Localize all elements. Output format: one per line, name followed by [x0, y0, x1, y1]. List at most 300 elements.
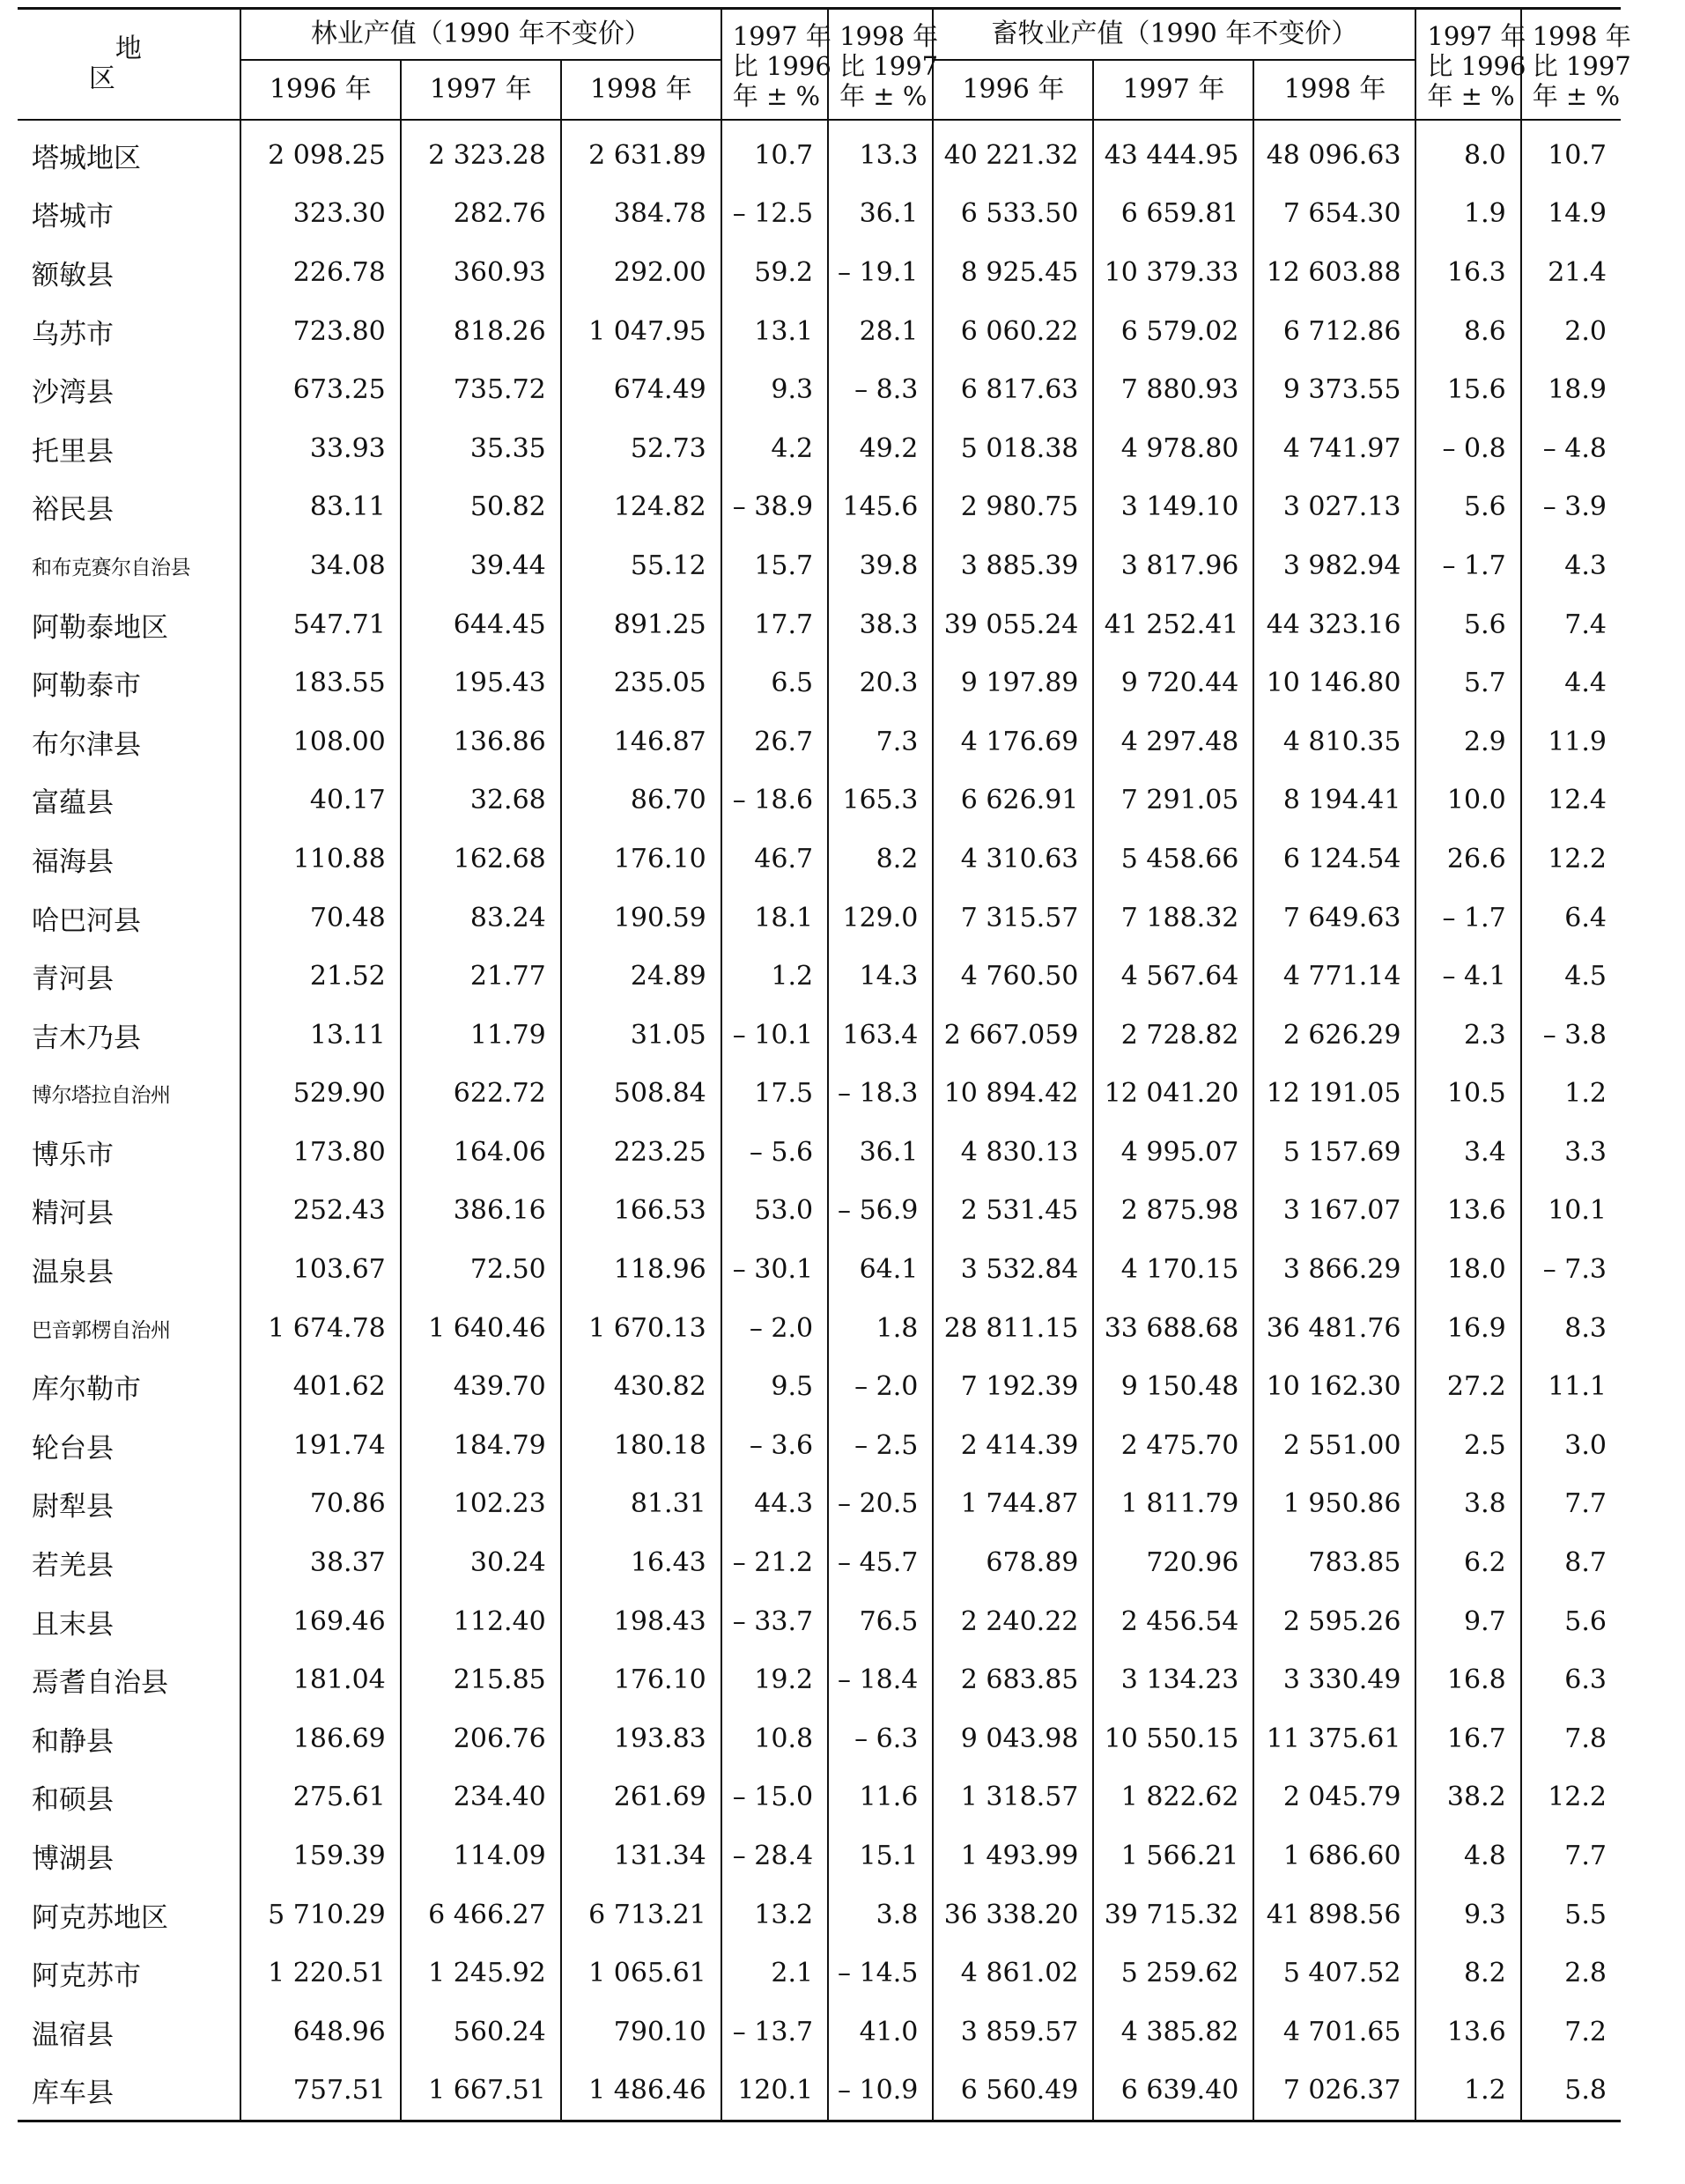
forestry-pct-1998-cell: 49.2 [828, 419, 933, 478]
forestry-1997-cell: 21.77 [401, 947, 561, 1006]
region-cell: 阿克苏地区 [32, 1901, 168, 1934]
forestry-pct-1997-cell: – 30.1 [721, 1240, 828, 1299]
livestock-pct-1997-cell: 5.6 [1415, 478, 1520, 537]
livestock-1996-cell: 2 414.39 [933, 1416, 1093, 1475]
table-row [18, 1006, 1621, 1065]
forestry-1998-cell: 430.82 [561, 1357, 721, 1416]
livestock-pct-1997-cell: 15.6 [1415, 360, 1520, 419]
livestock-pct-1997-cell: 13.6 [1415, 2003, 1520, 2062]
livestock-1998-cell: 7 649.63 [1253, 889, 1415, 948]
forestry-pct-1997-cell: 6.5 [721, 653, 828, 712]
livestock-1997-cell: 7 188.32 [1093, 889, 1253, 948]
forestry-1997-cell: 184.79 [401, 1416, 561, 1475]
forestry-1998-cell: 198.43 [561, 1592, 721, 1651]
region-cell: 富蕴县 [32, 787, 114, 820]
forestry-1996-cell: 191.74 [240, 1416, 401, 1475]
livestock-1996-cell: 28 811.15 [933, 1299, 1093, 1358]
livestock-1996-cell: 678.89 [933, 1533, 1093, 1592]
forestry-1996-cell: 757.51 [240, 2062, 401, 2121]
livestock-pct-1997-cell: 3.4 [1415, 1123, 1520, 1182]
pct-line: 年 ± % [1427, 81, 1515, 111]
livestock-1997-header: 1997 年 [1093, 60, 1253, 120]
forestry-1997-cell: 164.06 [401, 1123, 561, 1182]
livestock-1997-cell: 5 259.62 [1093, 1944, 1253, 2003]
forestry-pct-1997-cell: 2.1 [721, 1944, 828, 2003]
forestry-1998-cell: 55.12 [561, 536, 721, 595]
livestock-1998-cell: 3 330.49 [1253, 1650, 1415, 1709]
forestry-pct-1997-cell: 26.7 [721, 712, 828, 771]
forestry-1998-cell: 508.84 [561, 1065, 721, 1124]
livestock-pct-1998-cell: 11.9 [1521, 712, 1621, 771]
table-row [18, 302, 1621, 361]
forestry-1997-cell: 1 640.46 [401, 1299, 561, 1358]
livestock-pct-1998-cell: 12.4 [1521, 771, 1621, 830]
livestock-1998-cell: 7 654.30 [1253, 185, 1415, 244]
region-cell: 和静县 [32, 1725, 114, 1758]
table-row [18, 536, 1621, 595]
livestock-pct-1997-cell: 2.5 [1415, 1416, 1520, 1475]
forestry-pct-1997-cell: 120.1 [721, 2062, 828, 2121]
forestry-pct-1997-cell: 18.1 [721, 889, 828, 948]
table-row [18, 243, 1621, 302]
table-row [18, 478, 1621, 537]
forestry-1996-cell: 1 220.51 [240, 1944, 401, 2003]
forestry-1997-cell: 39.44 [401, 536, 561, 595]
livestock-1996-cell: 1 318.57 [933, 1768, 1093, 1827]
livestock-pct-1998-cell: 5.5 [1521, 1885, 1621, 1944]
region-cell: 阿勒泰地区 [32, 611, 168, 644]
forestry-pct-1998-cell: 36.1 [828, 1123, 933, 1182]
forestry-pct-1998-cell: – 18.3 [828, 1065, 933, 1124]
livestock-1998-cell: 10 146.80 [1253, 653, 1415, 712]
forestry-pct-1998-cell: 76.5 [828, 1592, 933, 1651]
livestock-1996-cell: 9 197.89 [933, 653, 1093, 712]
livestock-pct-1998-header [1521, 9, 1631, 121]
forestry-1997-cell: 1 667.51 [401, 2062, 561, 2121]
table-row [18, 1182, 1621, 1241]
forestry-pct-1997-cell: 4.2 [721, 419, 828, 478]
forestry-pct-1998-cell: 7.3 [828, 712, 933, 771]
livestock-pct-1997-cell: 9.3 [1415, 1885, 1520, 1944]
forestry-1997-cell: 114.09 [401, 1826, 561, 1885]
forestry-pct-1998-cell: 13.3 [828, 120, 933, 185]
livestock-1997-cell: 10 379.33 [1093, 243, 1253, 302]
livestock-1996-cell: 7 192.39 [933, 1357, 1093, 1416]
forestry-pct-1998-cell: 15.1 [828, 1826, 933, 1885]
livestock-pct-1998-cell: 7.8 [1521, 1709, 1621, 1768]
forestry-1998-cell: 193.83 [561, 1709, 721, 1768]
livestock-1997-cell: 4 297.48 [1093, 712, 1253, 771]
livestock-pct-1998-cell: 8.3 [1521, 1299, 1621, 1358]
livestock-pct-1998-cell: 1.2 [1521, 1065, 1621, 1124]
forestry-pct-1997-cell: 15.7 [721, 536, 828, 595]
livestock-1998-cell: 783.85 [1253, 1533, 1415, 1592]
livestock-pct-1997-cell: 8.0 [1415, 120, 1520, 185]
forestry-pct-1997-cell: 10.7 [721, 120, 828, 185]
table-row [18, 712, 1621, 771]
table-header [18, 9, 1631, 121]
forestry-pct-1997-cell: – 12.5 [721, 185, 828, 244]
forestry-1997-cell: 102.23 [401, 1475, 561, 1534]
forestry-pct-1998-cell: – 10.9 [828, 2062, 933, 2121]
livestock-1997-cell: 6 579.02 [1093, 302, 1253, 361]
livestock-1997-cell: 4 170.15 [1093, 1240, 1253, 1299]
livestock-1996-cell: 6 533.50 [933, 185, 1093, 244]
forestry-1997-cell: 50.82 [401, 478, 561, 537]
forestry-1997-cell: 30.24 [401, 1533, 561, 1592]
livestock-pct-1998-cell: 8.7 [1521, 1533, 1621, 1592]
livestock-pct-1997-cell: 13.6 [1415, 1182, 1520, 1241]
livestock-1998-cell: 7 026.37 [1253, 2062, 1415, 2121]
livestock-pct-1998-cell: 18.9 [1521, 360, 1621, 419]
pct-line: 比 1997 [839, 51, 939, 81]
region-cell: 焉耆自治县 [32, 1667, 168, 1700]
livestock-pct-1997-cell: 27.2 [1415, 1357, 1520, 1416]
forestry-pct-1998-cell: 3.8 [828, 1885, 933, 1944]
forestry-1997-cell: 2 323.28 [401, 120, 561, 185]
livestock-pct-1998-cell: 6.4 [1521, 889, 1621, 948]
livestock-pct-1997-cell: 8.6 [1415, 302, 1520, 361]
livestock-pct-1998-cell: 3.0 [1521, 1416, 1621, 1475]
livestock-pct-1998-cell: 7.2 [1521, 2003, 1621, 2062]
livestock-1998-cell: 44 323.16 [1253, 595, 1415, 654]
livestock-pct-1998-cell: 12.2 [1521, 830, 1621, 889]
livestock-pct-1997-cell: 5.7 [1415, 653, 1520, 712]
livestock-1996-cell: 3 859.57 [933, 2003, 1093, 2062]
forestry-pct-1997-cell: 19.2 [721, 1650, 828, 1709]
livestock-1997-cell: 720.96 [1093, 1533, 1253, 1592]
forestry-1998-cell: 384.78 [561, 185, 721, 244]
livestock-pct-1998-cell: 7.7 [1521, 1475, 1621, 1534]
forestry-1998-cell: 261.69 [561, 1768, 721, 1827]
forestry-1996-cell: 186.69 [240, 1709, 401, 1768]
forestry-1996-cell: 70.86 [240, 1475, 401, 1534]
livestock-1996-cell: 3 532.84 [933, 1240, 1093, 1299]
pct-line: 1997 年 [1427, 21, 1526, 51]
region-cell: 若羌县 [32, 1550, 114, 1583]
livestock-1997-cell: 4 385.82 [1093, 2003, 1253, 2062]
pct-line: 比 1997 [1532, 51, 1631, 81]
forestry-pct-1998-cell: – 18.4 [828, 1650, 933, 1709]
forestry-1996-cell: 5 710.29 [240, 1885, 401, 1944]
forestry-pct-1997-cell: 13.1 [721, 302, 828, 361]
livestock-pct-1998-cell: 5.6 [1521, 1592, 1621, 1651]
forestry-pct-1998-cell: 64.1 [828, 1240, 933, 1299]
livestock-1996-cell: 40 221.32 [933, 120, 1093, 185]
forestry-1996-cell: 181.04 [240, 1650, 401, 1709]
pct-line: 年 ± % [839, 81, 927, 111]
forestry-1997-cell: 360.93 [401, 243, 561, 302]
livestock-1996-cell: 2 683.85 [933, 1650, 1093, 1709]
livestock-pct-1997-cell: – 1.7 [1415, 536, 1520, 595]
livestock-1997-cell: 43 444.95 [1093, 120, 1253, 185]
table-row [18, 830, 1621, 889]
livestock-1997-cell: 10 550.15 [1093, 1709, 1253, 1768]
livestock-1996-cell: 36 338.20 [933, 1885, 1093, 1944]
table-row [18, 185, 1621, 244]
forestry-1997-cell: 72.50 [401, 1240, 561, 1299]
region-cell: 博湖县 [32, 1843, 114, 1876]
livestock-1996-cell: 8 925.45 [933, 243, 1093, 302]
forestry-1998-cell: 292.00 [561, 243, 721, 302]
livestock-pct-1997-cell: 10.5 [1415, 1065, 1520, 1124]
forestry-1998-cell: 223.25 [561, 1123, 721, 1182]
forestry-pct-1998-cell: – 45.7 [828, 1533, 933, 1592]
livestock-1997-cell: 3 149.10 [1093, 478, 1253, 537]
livestock-1997-cell: 2 728.82 [1093, 1006, 1253, 1065]
livestock-pct-1998-cell: 10.1 [1521, 1182, 1621, 1241]
table-row [18, 1533, 1621, 1592]
region-cell: 库尔勒市 [32, 1374, 141, 1406]
livestock-1997-cell: 33 688.68 [1093, 1299, 1253, 1358]
forestry-1996-cell: 252.43 [240, 1182, 401, 1241]
table-row [18, 419, 1621, 478]
forestry-1997-cell: 439.70 [401, 1357, 561, 1416]
livestock-pct-1998-cell: 7.4 [1521, 595, 1621, 654]
forestry-pct-1997-cell: – 3.6 [721, 1416, 828, 1475]
livestock-1997-cell: 3 134.23 [1093, 1650, 1253, 1709]
table-row [18, 1885, 1621, 1944]
forestry-pct-1998-cell: 38.3 [828, 595, 933, 654]
region-cell: 青河县 [32, 963, 114, 996]
livestock-1996-cell: 3 885.39 [933, 536, 1093, 595]
pct-line: 1997 年 [732, 21, 831, 51]
forestry-1996-cell: 2 098.25 [240, 120, 401, 185]
forestry-1996-cell: 529.90 [240, 1065, 401, 1124]
forestry-1998-cell: 31.05 [561, 1006, 721, 1065]
livestock-pct-1997-cell: 16.9 [1415, 1299, 1520, 1358]
region-cell: 裕民县 [32, 494, 114, 527]
forestry-pct-1997-cell: – 5.6 [721, 1123, 828, 1182]
forestry-1996-header: 1996 年 [240, 60, 401, 120]
forestry-1996-cell: 108.00 [240, 712, 401, 771]
livestock-pct-1997-cell: 6.2 [1415, 1533, 1520, 1592]
livestock-1998-cell: 6 124.54 [1253, 830, 1415, 889]
livestock-1996-cell: 9 043.98 [933, 1709, 1093, 1768]
livestock-1998-header: 1998 年 [1253, 60, 1415, 120]
forestry-1998-cell: 180.18 [561, 1416, 721, 1475]
forestry-pct-1997-cell: 44.3 [721, 1475, 828, 1534]
forestry-pct-1998-cell: 28.1 [828, 302, 933, 361]
livestock-1996-cell: 2 667.059 [933, 1006, 1093, 1065]
forestry-1996-cell: 33.93 [240, 419, 401, 478]
livestock-pct-1997-cell: 10.0 [1415, 771, 1520, 830]
livestock-pct-1997-cell: 2.9 [1415, 712, 1520, 771]
livestock-1997-cell: 6 639.40 [1093, 2062, 1253, 2121]
region-header: 地 区 [18, 9, 240, 121]
forestry-1997-cell: 112.40 [401, 1592, 561, 1651]
livestock-1997-cell: 7 291.05 [1093, 771, 1253, 830]
livestock-1998-cell: 2 551.00 [1253, 1416, 1415, 1475]
forestry-1996-cell: 110.88 [240, 830, 401, 889]
livestock-1996-cell: 4 861.02 [933, 1944, 1093, 2003]
forestry-pct-1997-cell: – 21.2 [721, 1533, 828, 1592]
table-row [18, 120, 1621, 185]
region-cell: 博乐市 [32, 1139, 114, 1171]
forestry-1998-cell: 6 713.21 [561, 1885, 721, 1944]
forestry-group-header: 林业产值（1990 年不变价） [240, 9, 721, 61]
forestry-1996-cell: 40.17 [240, 771, 401, 830]
livestock-1998-cell: 3 982.94 [1253, 536, 1415, 595]
table-row [18, 2003, 1621, 2062]
forestry-1997-cell: 282.76 [401, 185, 561, 244]
livestock-1997-cell: 9 150.48 [1093, 1357, 1253, 1416]
region-cell: 沙湾县 [32, 377, 114, 410]
forestry-1998-cell: 81.31 [561, 1475, 721, 1534]
forestry-1998-cell: 1 486.46 [561, 2062, 721, 2121]
forestry-pct-1997-cell: 1.2 [721, 947, 828, 1006]
livestock-1998-cell: 4 701.65 [1253, 2003, 1415, 2062]
livestock-1998-cell: 36 481.76 [1253, 1299, 1415, 1358]
region-cell: 塔城市 [32, 201, 114, 233]
livestock-1998-cell: 10 162.30 [1253, 1357, 1415, 1416]
livestock-1997-cell: 1 822.62 [1093, 1768, 1253, 1827]
pct-line: 1998 年 [1532, 21, 1631, 51]
pct-line: 比 1996 [732, 51, 831, 81]
forestry-1996-cell: 169.46 [240, 1592, 401, 1651]
livestock-1996-cell: 6 626.91 [933, 771, 1093, 830]
livestock-1997-cell: 1 811.79 [1093, 1475, 1253, 1534]
forestry-1998-cell: 190.59 [561, 889, 721, 948]
table-row [18, 360, 1621, 419]
forestry-1998-cell: 166.53 [561, 1182, 721, 1241]
livestock-pct-1997-cell: 1.9 [1415, 185, 1520, 244]
livestock-pct-1997-cell: 8.2 [1415, 1944, 1520, 2003]
livestock-pct-1997-cell: – 0.8 [1415, 419, 1520, 478]
forestry-pct-1998-cell: – 56.9 [828, 1182, 933, 1241]
livestock-1997-cell: 6 659.81 [1093, 185, 1253, 244]
forestry-1998-cell: 1 047.95 [561, 302, 721, 361]
livestock-1998-cell: 1 686.60 [1253, 1826, 1415, 1885]
livestock-pct-1997-cell: 38.2 [1415, 1768, 1520, 1827]
forestry-pct-1997-cell: 17.5 [721, 1065, 828, 1124]
region-cell: 库车县 [18, 2062, 240, 2121]
livestock-pct-1998-cell: – 3.9 [1521, 478, 1621, 537]
livestock-pct-1997-header [1415, 9, 1526, 121]
forestry-1997-cell: 195.43 [401, 653, 561, 712]
livestock-1996-cell: 6 560.49 [933, 2062, 1093, 2121]
livestock-1998-cell: 2 626.29 [1253, 1006, 1415, 1065]
table-row [18, 1592, 1621, 1651]
pct-line: 1998 年 [839, 21, 939, 51]
forestry-1997-cell: 136.86 [401, 712, 561, 771]
forestry-pct-1997-cell: – 28.4 [721, 1826, 828, 1885]
livestock-pct-1997-cell: 3.8 [1415, 1475, 1520, 1534]
forestry-1998-cell: 891.25 [561, 595, 721, 654]
forestry-pct-1997-cell: – 2.0 [721, 1299, 828, 1358]
forestry-1997-cell: 83.24 [401, 889, 561, 948]
livestock-1998-cell: 12 191.05 [1253, 1065, 1415, 1124]
livestock-1996-cell: 6 060.22 [933, 302, 1093, 361]
forestry-1996-cell: 159.39 [240, 1826, 401, 1885]
forestry-1996-cell: 401.62 [240, 1357, 401, 1416]
forestry-1997-cell: 735.72 [401, 360, 561, 419]
livestock-1997-cell: 4 995.07 [1093, 1123, 1253, 1182]
livestock-1998-cell: 3 167.07 [1253, 1182, 1415, 1241]
livestock-pct-1997-cell: 16.3 [1415, 243, 1520, 302]
livestock-1996-cell: 2 980.75 [933, 478, 1093, 537]
livestock-pct-1997-cell: 5.6 [1415, 595, 1520, 654]
region-cell: 和布克赛尔自治县 [32, 556, 190, 579]
region-cell: 吉木乃县 [32, 1022, 141, 1054]
region-cell: 哈巴河县 [32, 904, 141, 937]
forestry-1998-cell: 176.10 [561, 830, 721, 889]
region-cell: 阿勒泰市 [32, 670, 141, 703]
livestock-pct-1998-cell: 5.8 [1521, 2062, 1621, 2121]
livestock-1998-cell: 41 898.56 [1253, 1885, 1415, 1944]
forestry-1996-cell: 226.78 [240, 243, 401, 302]
livestock-1997-cell: 2 456.54 [1093, 1592, 1253, 1651]
livestock-1996-cell: 1 744.87 [933, 1475, 1093, 1534]
table-row [18, 653, 1621, 712]
table-row [18, 1299, 1621, 1358]
forestry-1996-cell: 83.11 [240, 478, 401, 537]
forestry-1998-cell: 86.70 [561, 771, 721, 830]
livestock-pct-1998-cell: – 3.8 [1521, 1006, 1621, 1065]
livestock-pct-1997-cell: – 1.7 [1415, 889, 1520, 948]
forestry-pct-1997-cell: – 33.7 [721, 1592, 828, 1651]
livestock-pct-1998-cell: 21.4 [1521, 243, 1621, 302]
forestry-1996-cell: 673.25 [240, 360, 401, 419]
table-row [18, 1650, 1621, 1709]
forestry-pct-1998-cell: 11.6 [828, 1768, 933, 1827]
pct-line: 比 1996 [1427, 51, 1526, 81]
forestry-pct-1998-cell: 163.4 [828, 1006, 933, 1065]
forestry-pct-1997-cell: 13.2 [721, 1885, 828, 1944]
livestock-1996-cell: 4 310.63 [933, 830, 1093, 889]
livestock-pct-1998-cell: 2.0 [1521, 302, 1621, 361]
forestry-1997-cell: 6 466.27 [401, 1885, 561, 1944]
table-row [18, 1709, 1621, 1768]
livestock-1998-cell: 4 771.14 [1253, 947, 1415, 1006]
livestock-1997-cell: 4 567.64 [1093, 947, 1253, 1006]
livestock-1998-cell: 1 950.86 [1253, 1475, 1415, 1534]
forestry-1998-cell: 146.87 [561, 712, 721, 771]
forestry-pct-1998-header [828, 9, 939, 121]
livestock-pct-1998-cell: 14.9 [1521, 185, 1621, 244]
livestock-1998-cell: 48 096.63 [1253, 120, 1415, 185]
livestock-1997-cell: 4 978.80 [1093, 419, 1253, 478]
forestry-pct-1998-cell: 41.0 [828, 2003, 933, 2062]
table-row [18, 1416, 1621, 1475]
livestock-pct-1998-cell: 4.3 [1521, 536, 1621, 595]
livestock-pct-1997-cell: 16.7 [1415, 1709, 1520, 1768]
forestry-1996-cell: 547.71 [240, 595, 401, 654]
forestry-1998-cell: 2 631.89 [561, 120, 721, 185]
livestock-1996-cell: 7 315.57 [933, 889, 1093, 948]
livestock-pct-1998-cell: 7.7 [1521, 1826, 1621, 1885]
table-row [18, 947, 1621, 1006]
forestry-pct-1997-cell: 9.5 [721, 1357, 828, 1416]
forestry-pct-1997-cell: 17.7 [721, 595, 828, 654]
livestock-pct-1998-cell: 12.2 [1521, 1768, 1621, 1827]
livestock-1997-cell: 12 041.20 [1093, 1065, 1253, 1124]
livestock-1998-cell: 4 810.35 [1253, 712, 1415, 771]
forestry-1997-cell: 234.40 [401, 1768, 561, 1827]
forestry-1997-cell: 386.16 [401, 1182, 561, 1241]
forestry-pct-1997-cell: 9.3 [721, 360, 828, 419]
forestry-1997-cell: 32.68 [401, 771, 561, 830]
table-row [18, 889, 1621, 948]
livestock-1998-cell: 6 712.86 [1253, 302, 1415, 361]
forestry-pct-1998-cell: – 6.3 [828, 1709, 933, 1768]
forestry-pct-1998-cell: 1.8 [828, 1299, 933, 1358]
pct-line: 年 ± % [732, 81, 821, 111]
region-cell: 和硕县 [32, 1784, 114, 1817]
table-body [18, 120, 1621, 2121]
livestock-pct-1997-cell: 1.2 [1415, 2062, 1520, 2121]
forestry-pct-1997-cell: – 10.1 [721, 1006, 828, 1065]
